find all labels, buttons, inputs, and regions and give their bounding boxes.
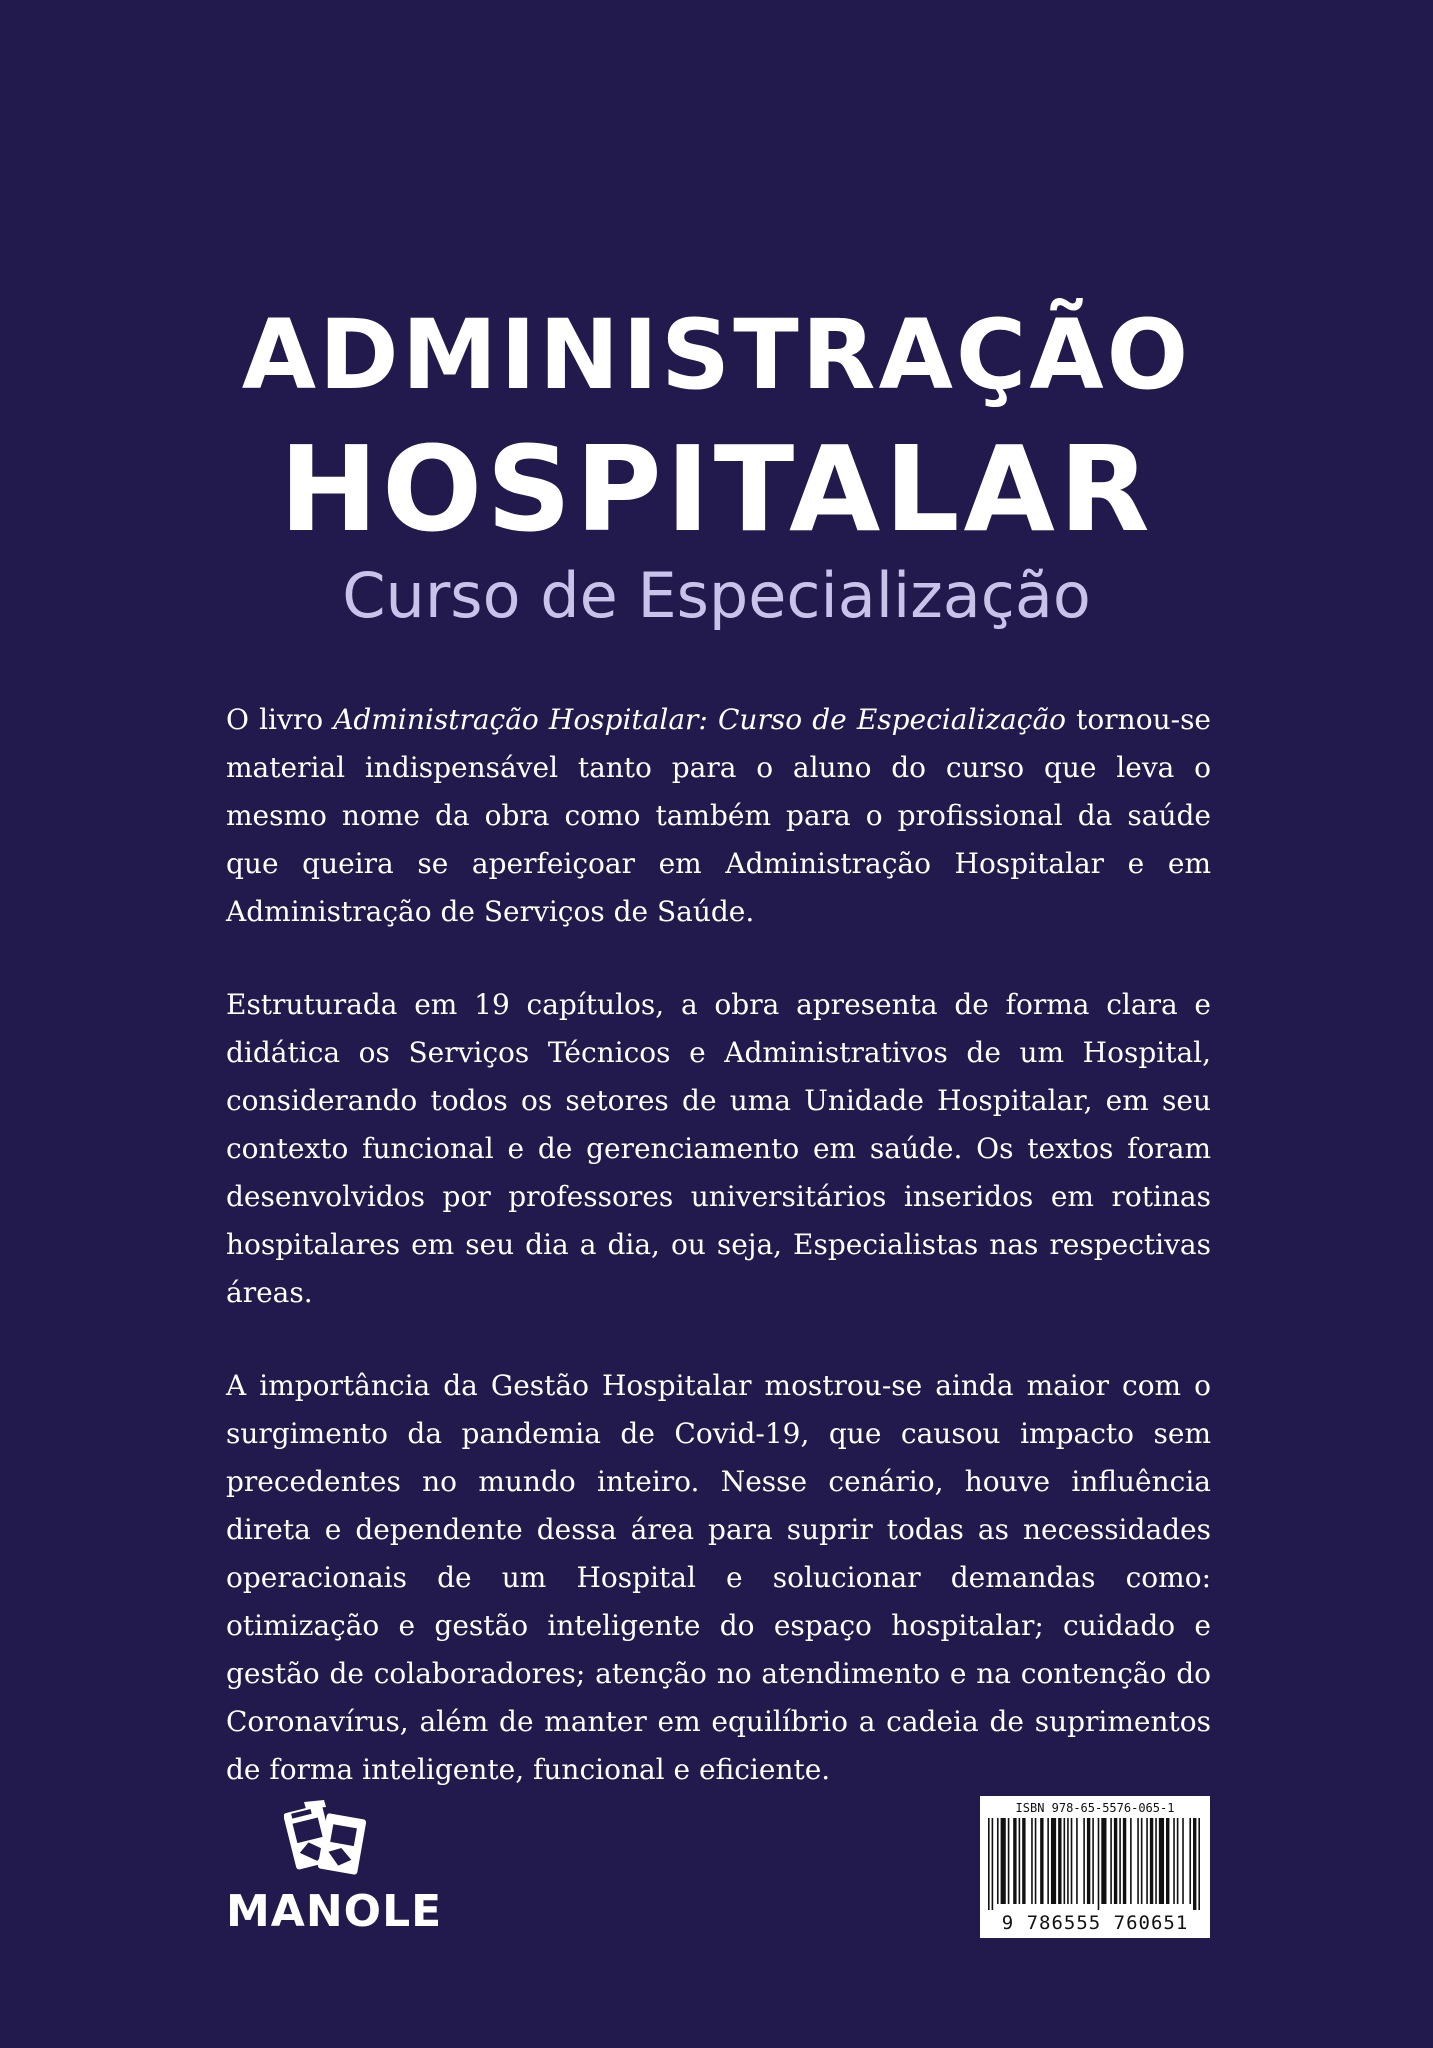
barcode-bar <box>1114 1818 1117 1904</box>
barcode-bar <box>992 1818 994 1910</box>
barcode-bar <box>1013 1818 1016 1904</box>
barcode-bar <box>1051 1818 1056 1904</box>
barcode-bar <box>1166 1818 1169 1904</box>
paragraph-1-book-title: Administração Hospitalar: Curso de Especialização <box>333 703 1067 736</box>
back-cover-description <box>226 696 1211 1839</box>
barcode-bar <box>1067 1818 1069 1904</box>
barcode-bars <box>988 1818 1202 1910</box>
description-paragraph-2: Estruturada em 19 capítulos, a obra apresenta de forma clara e didática os Serviços Técnicos e Administrativos de um Hospital, considerando todos os setores de uma Unidade Hospitalar, em seu contexto funcional e de gerenciamento em saúde. Os textos foram desenvolvidos por professores universitários inseridos em rotinas hospitalares em seu dia a dia, ou seja, Especialistas nas respectivas áreas. <box>226 988 1211 1309</box>
barcode-bar <box>1173 1818 1175 1904</box>
barcode-bar <box>1083 1818 1085 1904</box>
barcode-bar <box>1182 1818 1184 1904</box>
barcode-bar <box>1123 1818 1126 1904</box>
barcode-bar <box>1008 1818 1010 1904</box>
barcode-bar <box>1155 1818 1157 1904</box>
barcode-bar <box>1087 1818 1090 1904</box>
barcode-bar <box>1159 1818 1164 1904</box>
barcode-bar <box>1101 1818 1106 1904</box>
barcode-bar <box>1146 1818 1148 1904</box>
barcode-bar <box>1064 1818 1066 1904</box>
isbn-barcode <box>980 1796 1210 1938</box>
paragraph-1-suffix: tornou-se material indispensável tanto para o aluno do curso que leva o mesmo nome da obra como também para o profissional da saúde que queira se aperfeiçoar em Administração Hospitalar e em Administração de Serviços de Saúde. <box>226 703 1212 928</box>
title-block <box>0 290 1433 636</box>
barcode-bar <box>1071 1818 1073 1904</box>
barcode-bar <box>1150 1818 1153 1904</box>
barcode-bar <box>1040 1818 1043 1904</box>
description-paragraph-1 <box>226 696 1211 936</box>
barcode-bar <box>997 1818 999 1904</box>
manole-cards-logo-icon <box>284 1798 368 1878</box>
publisher-brand <box>226 1798 443 1948</box>
book-title-line-2: HOSPITALAR <box>279 420 1154 558</box>
barcode-digits: 9 786555 760651 <box>1001 1912 1189 1934</box>
barcode-bar <box>1058 1818 1061 1904</box>
barcode-bar <box>1047 1818 1049 1904</box>
barcode-bar <box>1177 1818 1179 1904</box>
barcode-bar <box>1119 1818 1121 1904</box>
barcode-bar <box>1137 1818 1139 1904</box>
barcode-bar <box>988 1818 990 1910</box>
barcode-bar <box>1130 1818 1132 1904</box>
barcode-bar <box>1098 1818 1100 1910</box>
barcode-bar <box>1193 1818 1196 1910</box>
barcode-bar <box>1189 1818 1191 1904</box>
book-title-line-1: ADMINISTRAÇÃO <box>241 299 1192 411</box>
barcode-bar <box>1076 1818 1078 1904</box>
barcode-bar <box>1019 1818 1021 1904</box>
barcode-bar <box>1031 1818 1033 1904</box>
description-paragraph-3: A importância da Gestão Hospitalar mostrou-se ainda maior com o surgimento da pandemia de Covid-19, que causou impacto sem precedentes no mundo inteiro. Nesse cenário, houve influência direta e dependente dessa área para suprir todas as necessidades operacionais de um Hospital e solucionar demandas como: otimização e gestão inteligente do espaço hospitalar; cuidado e gestão de colaboradores; atenção no atendimento e na contenção do Coronavírus, além de manter em equilíbrio a cadeia de suprimentos de forma inteligente, funcional e eficiente. <box>226 1369 1211 1786</box>
barcode-bar <box>1001 1818 1006 1904</box>
book-subtitle: Curso de Especialização <box>342 559 1091 632</box>
barcode-bar <box>1141 1818 1143 1904</box>
barcode-bar <box>1035 1818 1037 1904</box>
barcode-bar <box>1022 1818 1025 1904</box>
paragraph-1-prefix: O livro <box>226 703 334 736</box>
publisher-name: MANOLE <box>226 1886 443 1937</box>
isbn-label: ISBN 978-65-5576-065-1 <box>1015 1801 1175 1815</box>
barcode-bar <box>1092 1818 1094 1904</box>
barcode-bar <box>1198 1818 1200 1910</box>
barcode-bar <box>1110 1818 1112 1904</box>
